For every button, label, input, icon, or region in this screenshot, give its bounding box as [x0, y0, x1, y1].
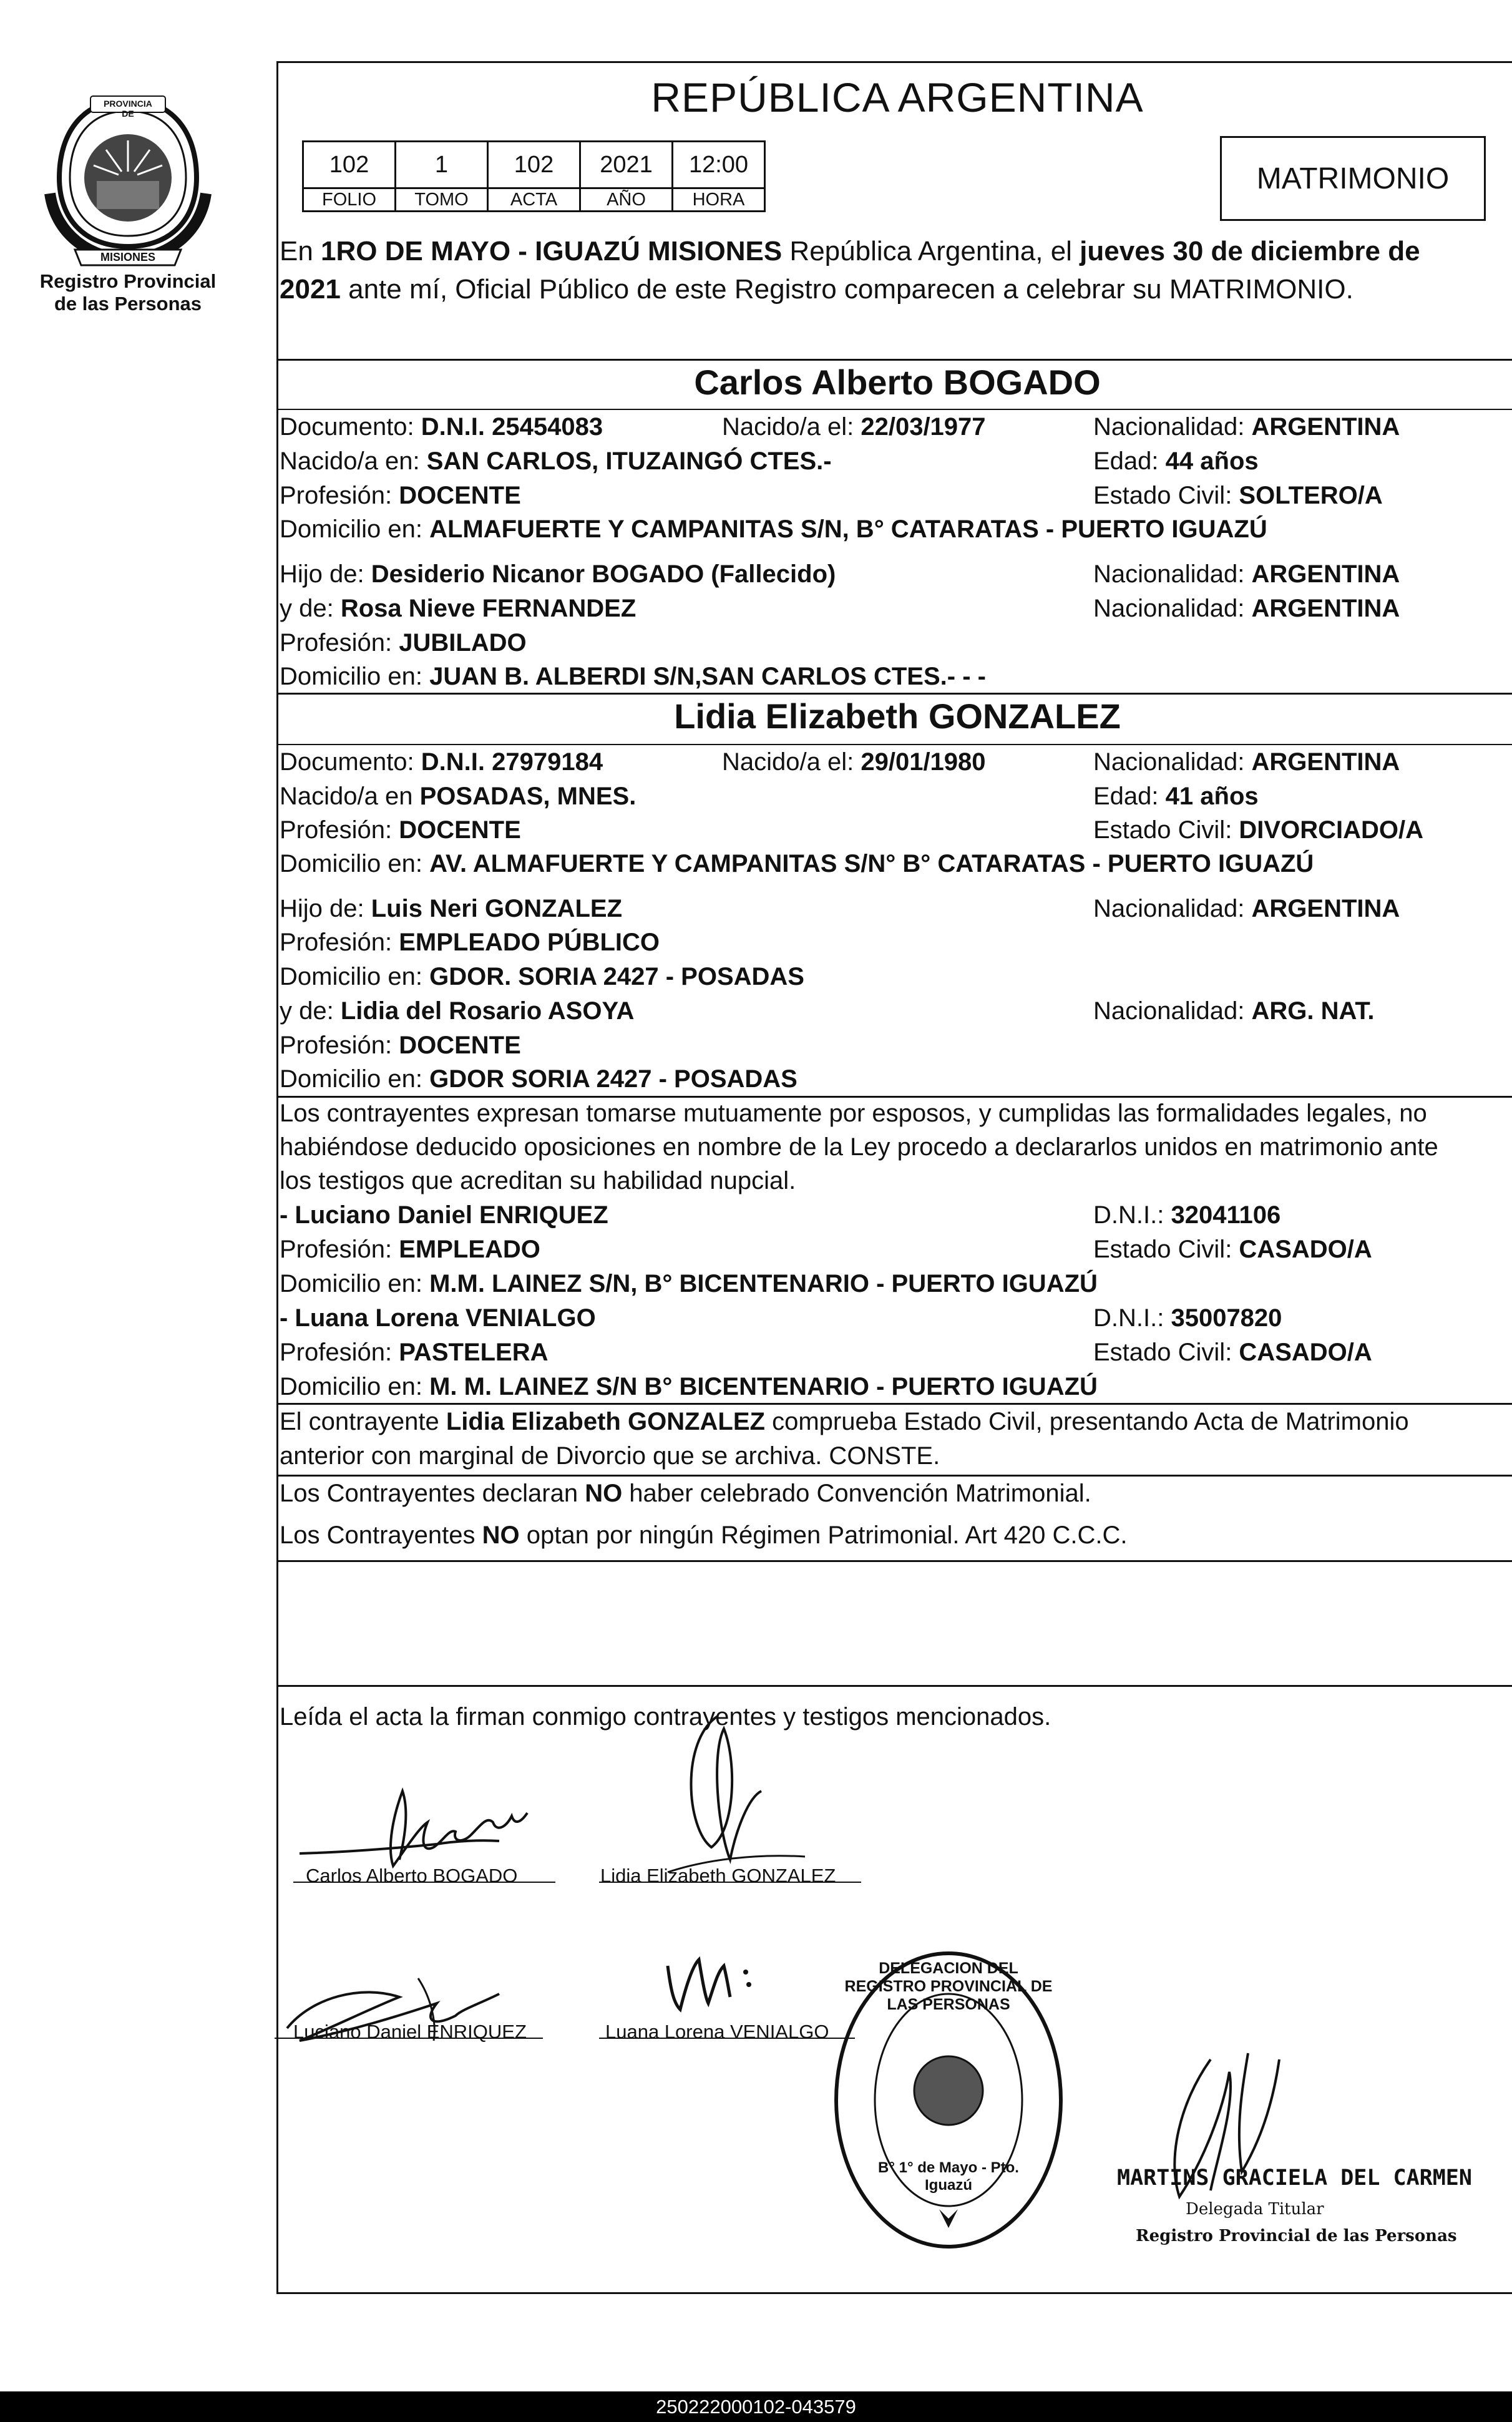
witness-1-profession: Profesión: EMPLEADO [280, 1236, 540, 1263]
p1-nationality: Nacionalidad: ARGENTINA [1093, 413, 1400, 441]
official-name: MARTINS GRACIELA DEL CARMEN [1117, 2166, 1472, 2190]
groom-name: Carlos Alberto BOGADO [694, 363, 1101, 402]
acta-value: 102 [488, 142, 580, 188]
civil-status-note-2: anterior con marginal de Divorcio que se archiva. CONSTE. [280, 1442, 940, 1470]
witness-2-address: Domicilio en: M. M. LAINEZ S/N B° BICENTENARIO - PUERTO IGUAZÚ [280, 1373, 1098, 1400]
folio-value: 102 [303, 142, 396, 188]
divider [276, 409, 1512, 410]
province-seal-logo [37, 94, 218, 268]
record-header-table [302, 140, 766, 212]
anio-value: 2021 [580, 142, 673, 188]
p2-father-profession: Profesión: EMPLEADO PÚBLICO [280, 929, 660, 956]
divider [276, 744, 1512, 745]
p2-mother: y de: Lidia del Rosario ASOYA [280, 997, 635, 1025]
signature-label-witness-1: Luciano Daniel ENRIQUEZ [293, 2021, 527, 2043]
p1-mother-nationality: Nacionalidad: ARGENTINA [1093, 595, 1400, 622]
logo-caption-line: Registro Provincial [39, 270, 217, 292]
divider [276, 359, 1512, 361]
p2-civil-status: Estado Civil: DIVORCIADO/A [1093, 816, 1423, 844]
witness-1-dni: D.N.I.: 32041106 [1093, 1201, 1281, 1229]
divider [276, 1685, 1512, 1687]
p1-parents-profession: Profesión: JUBILADO [280, 629, 527, 657]
logo-caption-line: de las Personas [54, 293, 202, 315]
declaration-line: Los contrayentes expresan tomarse mutuamente por esposos, y cumplidas las formalidades legales, no [280, 1100, 1427, 1127]
stamp-ring-text: DELEGACION DEL REGISTRO PROVINCIAL DE LAS PERSONAS [844, 1960, 1053, 2013]
p1-civil-status: Estado Civil: SOLTERO/A [1093, 482, 1383, 509]
p2-mother-address: Domicilio en: GDOR SORIA 2427 - POSADAS [280, 1065, 797, 1093]
p2-mother-nationality: Nacionalidad: ARG. NAT. [1093, 997, 1375, 1025]
registry-stamp [830, 1947, 1067, 2253]
signature-label-groom: Carlos Alberto BOGADO [306, 1865, 518, 1887]
p2-address: Domicilio en: AV. ALMAFUERTE Y CAMPANITAS S/N° B° CATARATAS - PUERTO IGUAZÚ [280, 850, 1314, 877]
tomo-value: 1 [396, 142, 488, 188]
p2-father: Hijo de: Luis Neri GONZALEZ [280, 895, 622, 922]
intro-line-1: En 1RO DE MAYO - IGUAZÚ MISIONES República Argentina, el jueves 30 de diciembre de [280, 236, 1420, 266]
witness-2-profession: Profesión: PASTELERA [280, 1339, 549, 1366]
p1-document: Documento: D.N.I. 25454083 [280, 413, 603, 441]
signature-label-witness-2: Luana Lorena VENIALGO [605, 2021, 829, 2043]
witness-1-address: Domicilio en: M.M. LAINEZ S/N, B° BICENTENARIO - PUERTO IGUAZÚ [280, 1270, 1098, 1297]
p1-address: Domicilio en: ALMAFUERTE Y CAMPANITAS S/N, B° CATARATAS - PUERTO IGUAZÚ [280, 515, 1267, 543]
seal-ring-bottom-text: MISIONES [100, 251, 155, 263]
witness-2-name: - Luana Lorena VENIALGO [280, 1304, 596, 1332]
hora-value: 12:00 [673, 142, 765, 188]
stamp-inner-text: B° 1° de Mayo - Pto. Iguazú [878, 2159, 1019, 2194]
witness-1-name: - Luciano Daniel ENRIQUEZ [280, 1201, 608, 1229]
p2-nationality: Nacionalidad: ARGENTINA [1093, 748, 1400, 776]
declaration-line: los testigos que acreditan su habilidad nupcial. [280, 1167, 796, 1194]
logo-caption [25, 270, 231, 315]
p1-father-nationality: Nacionalidad: ARGENTINA [1093, 560, 1400, 588]
hora-label: HORA [673, 188, 765, 212]
witness-2-dni: D.N.I.: 35007820 [1093, 1304, 1282, 1332]
signature-bride [643, 1704, 830, 1891]
p2-birthdate: Nacido/a el: 29/01/1980 [722, 748, 986, 776]
p1-birthdate: Nacido/a el: 22/03/1977 [722, 413, 986, 441]
declaration-line: habiéndose deducido oposiciones en nombre de la Ley procedo a declararlos unidos en matrimonio ante [280, 1133, 1438, 1161]
record-type-box: MATRIMONIO [1220, 136, 1486, 221]
page-title: REPÚBLICA ARGENTINA [651, 74, 1144, 120]
tomo-label: TOMO [396, 188, 488, 212]
divider [276, 1475, 1512, 1477]
p2-birthplace: Nacido/a en POSADAS, MNES. [280, 783, 637, 810]
divider [276, 1403, 1512, 1405]
intro-line-2: 2021 ante mí, Oficial Público de este Registro comparecen a celebrar su MATRIMONIO. [280, 274, 1353, 305]
p1-mother: y de: Rosa Nieve FERNANDEZ [280, 595, 637, 622]
official-organization: Registro Provincial de las Personas [1136, 2227, 1457, 2245]
p2-document: Documento: D.N.I. 27979184 [280, 748, 603, 776]
p1-father: Hijo de: Desiderio Nicanor BOGADO (Fallecido) [280, 560, 836, 588]
divider [276, 1560, 1512, 1562]
p2-mother-profession: Profesión: DOCENTE [280, 1032, 521, 1059]
convention-line-2: Los Contrayentes NO optan por ningún Régimen Patrimonial. Art 420 C.C.C. [280, 1521, 1128, 1549]
p2-father-address: Domicilio en: GDOR. SORIA 2427 - POSADAS [280, 963, 804, 990]
bride-name: Lidia Elizabeth GONZALEZ [674, 696, 1121, 736]
acta-label: ACTA [488, 188, 580, 212]
p2-profession: Profesión: DOCENTE [280, 816, 521, 844]
document-id-bar: 250222000102-043579 [0, 2391, 1512, 2422]
anio-label: AÑO [580, 188, 673, 212]
p1-age: Edad: 44 años [1093, 447, 1259, 475]
civil-status-note-1: El contrayente Lidia Elizabeth GONZALEZ comprueba Estado Civil, presentando Acta de Matrimonio [280, 1408, 1409, 1435]
p1-parents-address: Domicilio en: JUAN B. ALBERDI S/N,SAN CARLOS CTES.- - - [280, 663, 986, 690]
p1-profession: Profesión: DOCENTE [280, 482, 521, 509]
official-title: Delegada Titular [1186, 2200, 1324, 2219]
p2-age: Edad: 41 años [1093, 783, 1259, 810]
closing-statement: Leída el acta la firman conmigo contrayentes y testigos mencionados. [280, 1703, 1051, 1731]
convention-line-1: Los Contrayentes declaran NO haber celebrado Convención Matrimonial. [280, 1480, 1091, 1507]
p2-father-nationality: Nacionalidad: ARGENTINA [1093, 895, 1400, 922]
divider [276, 693, 1512, 695]
witness-1-civil-status: Estado Civil: CASADO/A [1093, 1236, 1372, 1263]
signature-label-bride: Lidia Elizabeth GONZALEZ [600, 1865, 836, 1887]
p1-birthplace: Nacido/a en: SAN CARLOS, ITUZAINGÓ CTES.- [280, 447, 832, 475]
witness-2-civil-status: Estado Civil: CASADO/A [1093, 1339, 1372, 1366]
seal-ring-top-text: PROVINCIA DE [104, 99, 152, 119]
folio-label: FOLIO [303, 188, 396, 212]
